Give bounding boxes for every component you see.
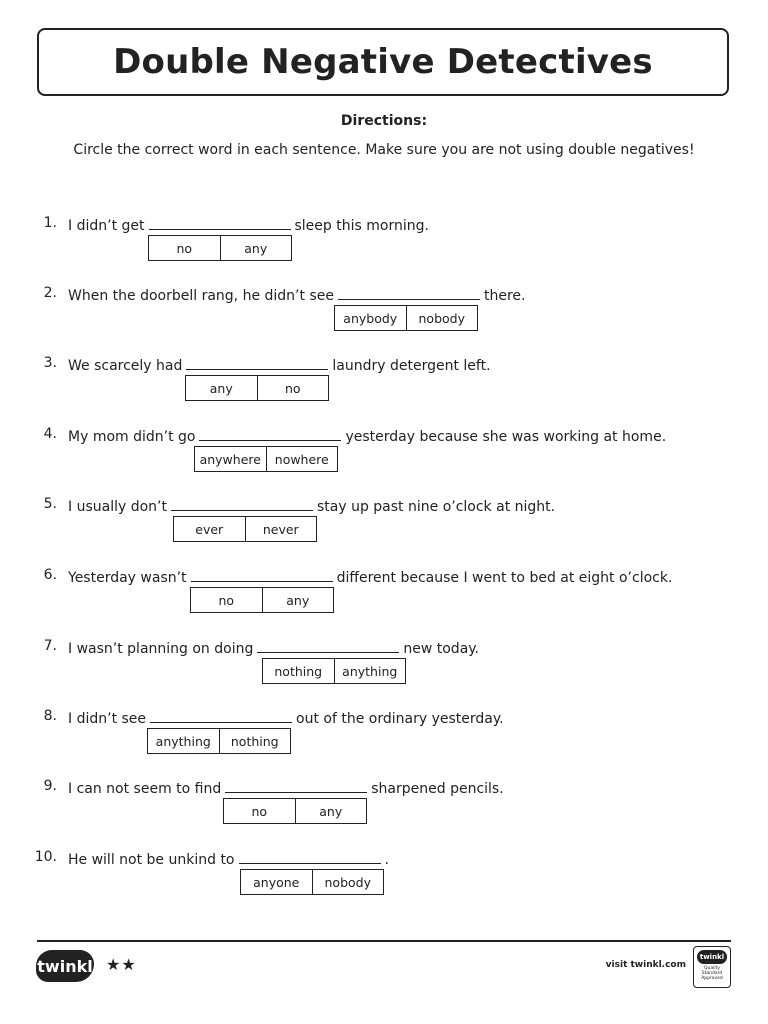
question-number: 3. — [43, 355, 57, 371]
question-sentence — [68, 778, 504, 797]
choice-box — [190, 587, 334, 613]
question-sentence — [68, 849, 389, 868]
choice-option[interactable]: anyone — [253, 874, 300, 890]
visit-link[interactable]: visit twinkl.com — [605, 960, 686, 970]
badge-text: Quality Standard Approved — [701, 966, 723, 981]
quality-badge — [693, 946, 731, 988]
choice-option[interactable]: nothing — [219, 729, 291, 753]
sentence-before: I didn’t get — [68, 218, 145, 234]
choice-box — [185, 375, 329, 401]
difficulty-stars: ★★ — [106, 955, 137, 974]
choice-box — [240, 869, 384, 895]
choice-box — [194, 446, 338, 472]
choice-option[interactable]: anything — [155, 733, 211, 749]
answer-blank[interactable] — [149, 215, 291, 230]
question-number: 6. — [43, 567, 57, 583]
question-item — [0, 215, 768, 275]
sentence-before: We scarcely had — [68, 358, 183, 374]
answer-blank[interactable] — [150, 708, 292, 723]
choice-option[interactable]: no — [218, 592, 235, 608]
choice-option[interactable]: no — [251, 803, 268, 819]
choice-option[interactable]: nowhere — [266, 447, 338, 471]
question-item — [0, 638, 768, 698]
question-number: 8. — [43, 708, 57, 724]
question-number: 4. — [43, 426, 57, 442]
question-item — [0, 285, 768, 345]
question-number: 10. — [34, 849, 57, 865]
sentence-before: I didn’t see — [68, 711, 147, 727]
question-item — [0, 567, 768, 627]
choice-box — [262, 658, 406, 684]
choice-option[interactable]: any — [220, 236, 292, 260]
choice-option[interactable]: any — [295, 799, 367, 823]
question-number: 1. — [43, 215, 57, 231]
choice-box — [147, 728, 291, 754]
question-item — [0, 708, 768, 768]
sentence-before: I usually don’t — [68, 499, 167, 515]
answer-blank[interactable] — [338, 285, 480, 300]
sentence-after: different because I went to bed at eight o’clock. — [336, 570, 673, 586]
answer-blank[interactable] — [199, 426, 341, 441]
twinkl-logo: twinkl — [36, 950, 94, 982]
sentence-before: When the doorbell rang, he didn’t see — [68, 288, 334, 304]
sentence-after: . — [384, 852, 389, 868]
question-number: 5. — [43, 496, 57, 512]
page-title: Double Negative Detectives — [113, 42, 653, 82]
footer-divider — [37, 940, 731, 942]
sentence-before: Yesterday wasn’t — [68, 570, 187, 586]
choice-box — [334, 305, 478, 331]
choice-option[interactable]: nobody — [312, 870, 384, 894]
sentence-after: sleep this morning. — [294, 218, 429, 234]
choice-option[interactable]: anything — [334, 659, 406, 683]
question-sentence — [68, 355, 491, 374]
question-sentence — [68, 567, 672, 586]
question-sentence — [68, 638, 479, 657]
choice-option[interactable]: nobody — [406, 306, 478, 330]
sentence-before: I can not seem to find — [68, 781, 222, 797]
question-item — [0, 849, 768, 909]
question-sentence — [68, 285, 525, 304]
choice-option[interactable]: no — [257, 376, 329, 400]
question-item — [0, 496, 768, 556]
choice-option[interactable]: any — [209, 380, 233, 396]
directions-label: Directions: — [340, 113, 428, 129]
choice-box — [148, 235, 292, 261]
badge-logo: twinkl — [697, 950, 727, 964]
title-box — [37, 28, 729, 96]
question-item — [0, 426, 768, 486]
directions-text: Circle the correct word in each sentence. Make sure you are not using double negatives! — [73, 142, 695, 158]
sentence-after: laundry detergent left. — [332, 358, 491, 374]
sentence-after: stay up past nine o’clock at night. — [316, 499, 556, 515]
answer-blank[interactable] — [239, 849, 381, 864]
sentence-before: He will not be unkind to — [68, 852, 235, 868]
answer-blank[interactable] — [186, 355, 328, 370]
question-number: 9. — [43, 778, 57, 794]
answer-blank[interactable] — [257, 638, 399, 653]
answer-blank[interactable] — [171, 496, 313, 511]
choice-option[interactable]: any — [262, 588, 334, 612]
sentence-after: yesterday because she was working at home. — [345, 429, 667, 445]
question-number: 7. — [43, 638, 57, 654]
sentence-before: I wasn’t planning on doing — [68, 641, 254, 657]
question-item — [0, 778, 768, 838]
question-item — [0, 355, 768, 415]
choice-option[interactable]: anybody — [343, 310, 398, 326]
choice-option[interactable]: never — [245, 517, 317, 541]
choice-option[interactable]: nothing — [274, 663, 323, 679]
choice-option[interactable]: anywhere — [199, 451, 261, 467]
choice-option[interactable]: ever — [195, 521, 224, 537]
sentence-before: My mom didn’t go — [68, 429, 196, 445]
answer-blank[interactable] — [225, 778, 367, 793]
sentence-after: there. — [483, 288, 526, 304]
answer-blank[interactable] — [191, 567, 333, 582]
choice-box — [173, 516, 317, 542]
sentence-after: sharpened pencils. — [371, 781, 504, 797]
choice-box — [223, 798, 367, 824]
question-number: 2. — [43, 285, 57, 301]
choice-option[interactable]: no — [176, 240, 193, 256]
question-sentence — [68, 708, 504, 727]
sentence-after: out of the ordinary yesterday. — [296, 711, 504, 727]
question-sentence — [68, 426, 666, 445]
question-sentence — [68, 215, 429, 234]
sentence-after: new today. — [403, 641, 480, 657]
question-sentence — [68, 496, 555, 515]
